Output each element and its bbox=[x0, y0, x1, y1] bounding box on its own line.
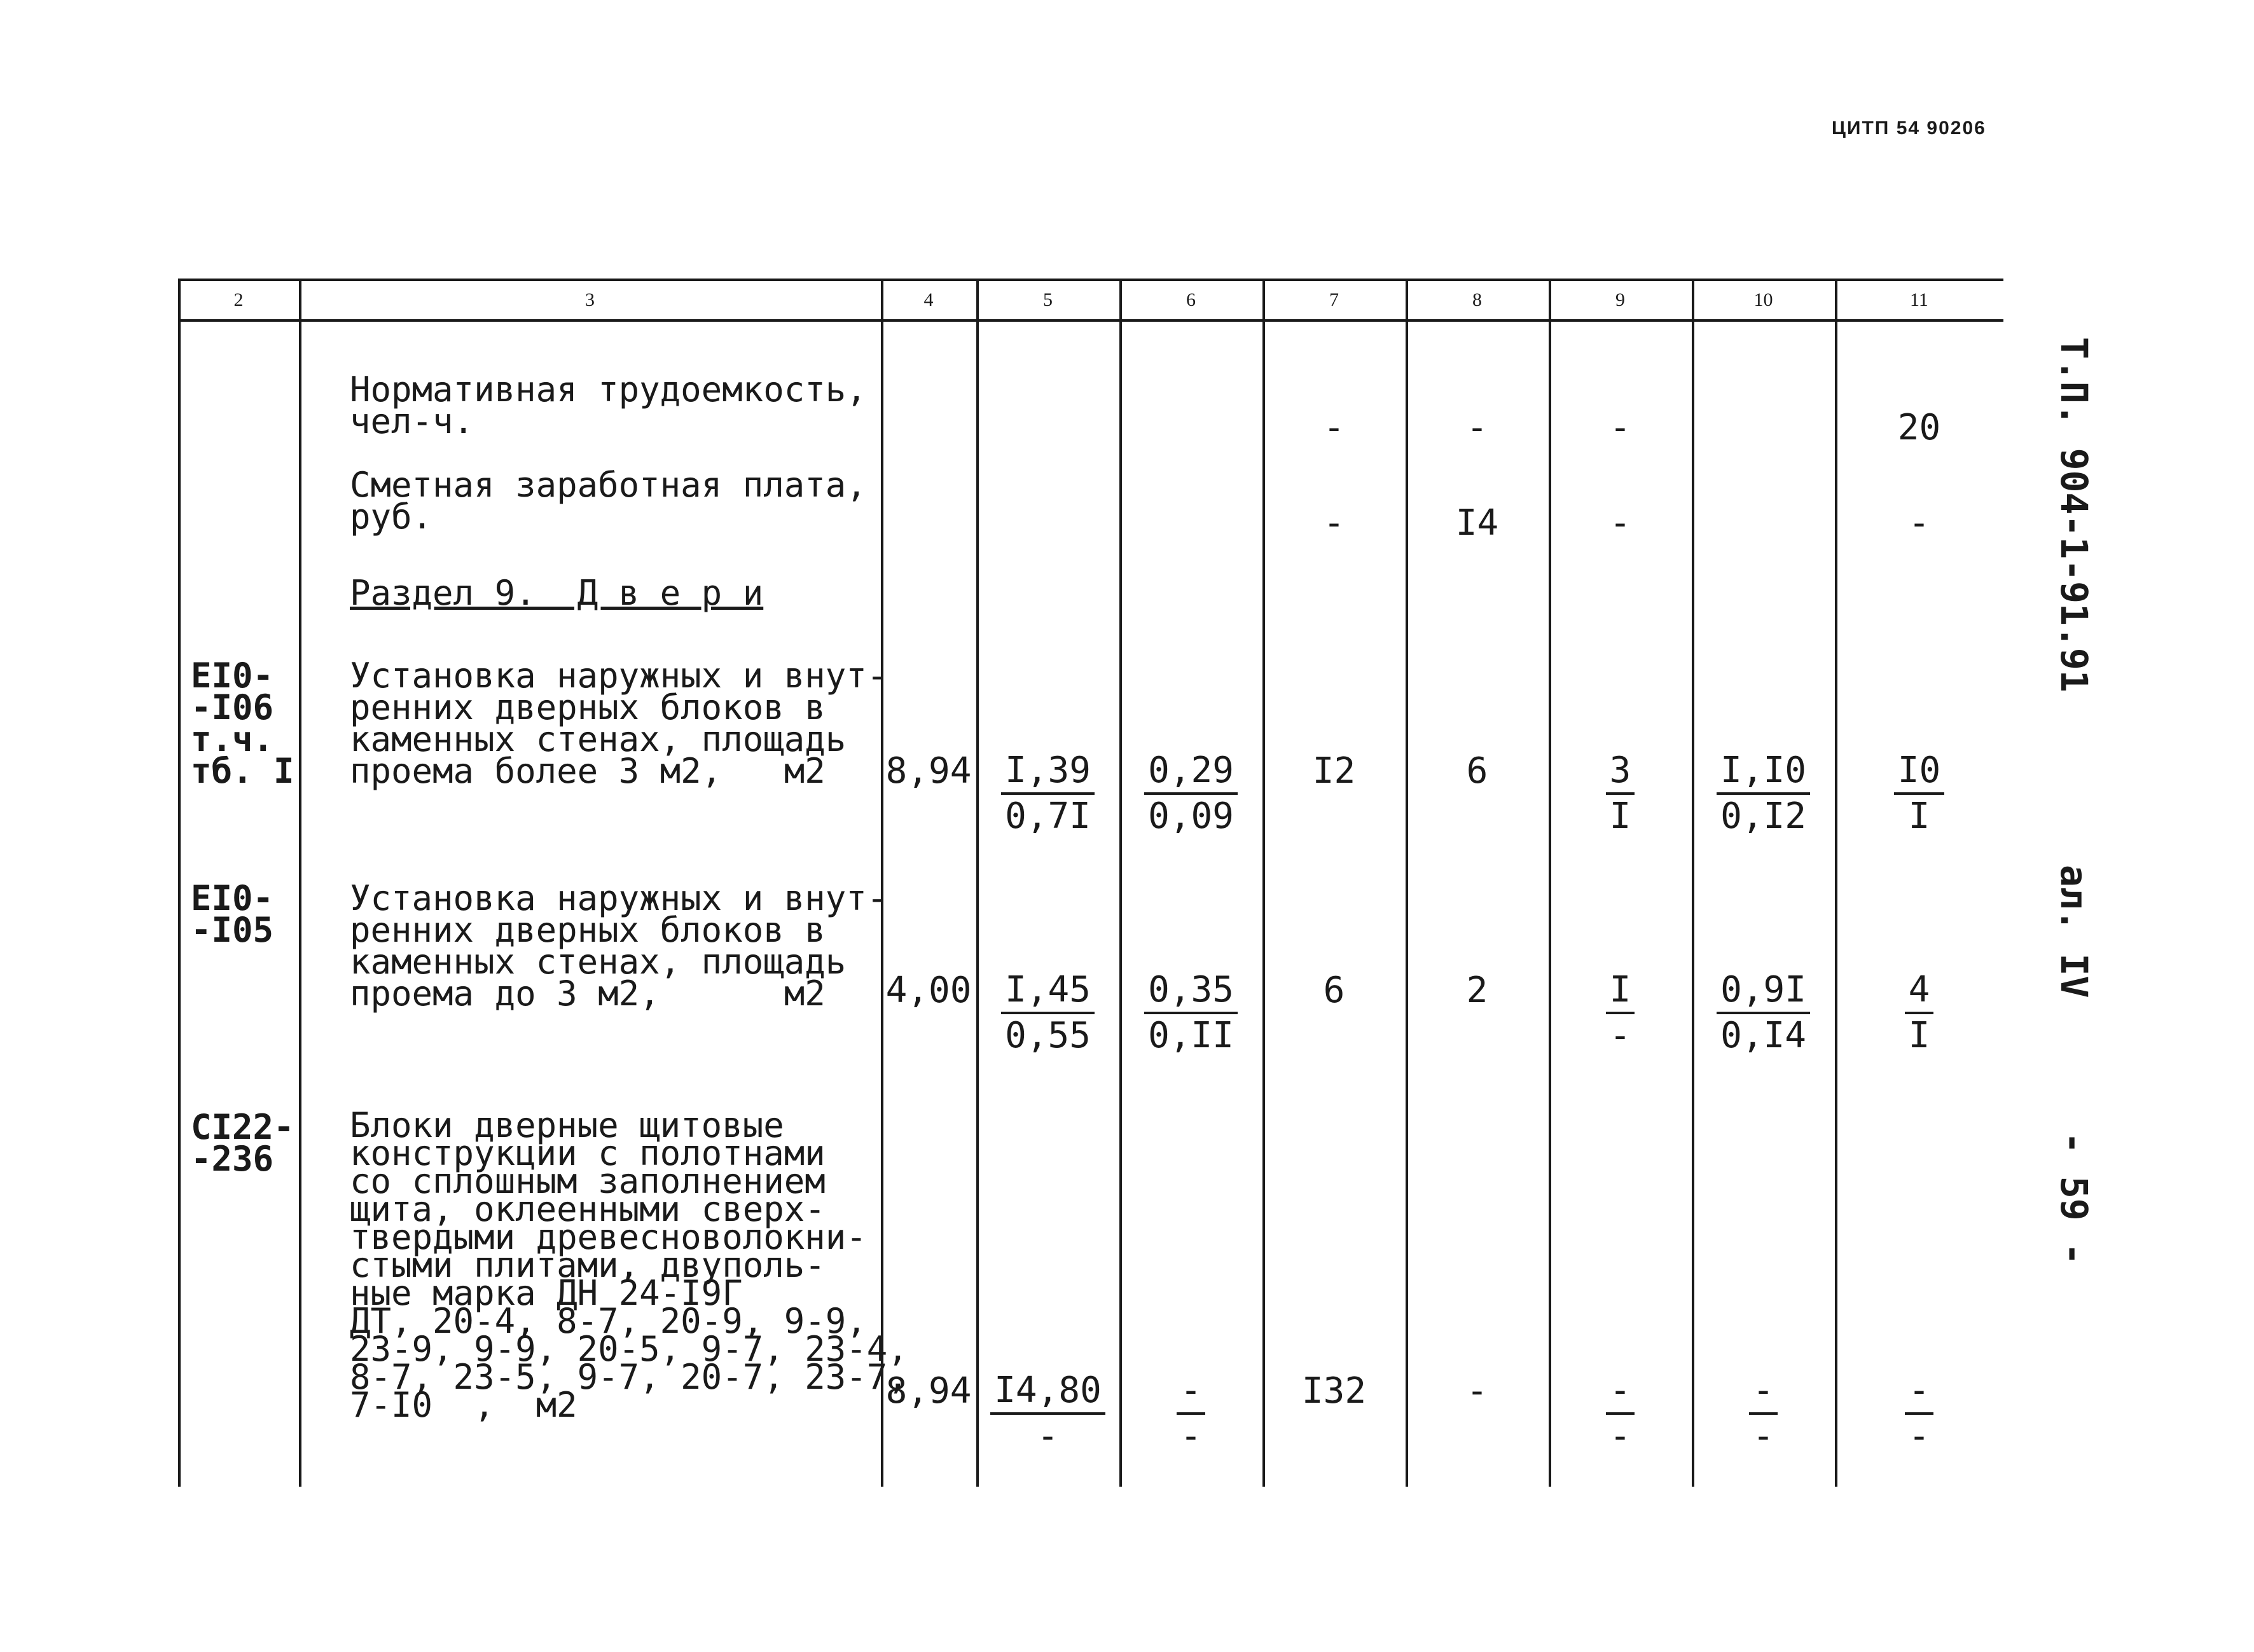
cell-c5: $\frac{I,45}{0,55}$ bbox=[976, 968, 1119, 1057]
cell-c9: - - bbox=[1549, 1369, 1692, 1458]
cell-c11: $\frac{I0}{I}$ bbox=[1835, 749, 2003, 838]
album-label: ал. IV bbox=[2052, 865, 2096, 998]
document-code: Т.П. 904-1-91.91 bbox=[2052, 337, 2096, 692]
cell-c7: 6 bbox=[1323, 970, 1345, 1011]
cell-c7: I32 bbox=[1301, 1370, 1367, 1412]
row-description: Установка наружных и внут- ренних дверных блоков в каменных стенах, площадь проема до 3 м2, м2 bbox=[350, 878, 888, 1014]
cell-c6: $\frac{0,35}{0,II}$ bbox=[1119, 968, 1262, 1057]
col-divider bbox=[976, 279, 979, 1487]
cell-c7: I2 bbox=[1312, 750, 1356, 792]
row-code: EI0- -I06 т.ч. тб. I bbox=[191, 656, 294, 791]
cell-c9: - bbox=[1609, 502, 1631, 544]
row-code: EI0- -I05 bbox=[191, 878, 274, 950]
col-header-9: 9 bbox=[1615, 289, 1625, 310]
col-header-4: 4 bbox=[923, 289, 934, 310]
col-header-11: 11 bbox=[1910, 289, 1928, 310]
estimate-table bbox=[178, 279, 2003, 1487]
row-description: Установка наружных и внут- ренних дверных блоков в каменных стенах, площадь проема более 3 м2, м2 bbox=[350, 656, 888, 791]
col-header-3: 3 bbox=[585, 289, 595, 310]
header-bottom-border bbox=[178, 319, 2003, 322]
cell-c9: $\frac{3}{I}$ bbox=[1549, 749, 1692, 838]
cell-c11: $\frac{4}{I}$ bbox=[1835, 968, 2003, 1057]
col-divider bbox=[1262, 279, 1265, 1487]
cell-c10: $\frac{I,I0}{0,I2}$ bbox=[1692, 749, 1835, 838]
col-divider bbox=[1835, 279, 1837, 1487]
cell-c4: 4,00 bbox=[885, 970, 972, 1011]
col-divider bbox=[1119, 279, 1122, 1487]
cell-c11: - - bbox=[1835, 1369, 2003, 1458]
col-divider bbox=[1549, 279, 1551, 1487]
col-divider bbox=[1406, 279, 1408, 1487]
cell-c9: - bbox=[1609, 407, 1631, 448]
cell-c8: - bbox=[1466, 1370, 1488, 1412]
cell-c6: $\frac{0,29}{0,09}$ bbox=[1119, 749, 1262, 838]
col-header-5: 5 bbox=[1043, 289, 1053, 310]
cell-c5: $\frac{I,39}{0,7I}$ bbox=[976, 749, 1119, 838]
col-header-6: 6 bbox=[1186, 289, 1196, 310]
cell-c8: 2 bbox=[1466, 970, 1488, 1011]
cell-c7: - bbox=[1323, 502, 1345, 544]
cell-c8: - bbox=[1466, 407, 1488, 448]
col-divider bbox=[299, 279, 301, 1487]
page-number: - 59 - bbox=[2052, 1132, 2096, 1265]
section-heading: Раздел 9. Д в е р и bbox=[350, 573, 764, 613]
row-code: CI22- -236 bbox=[191, 1107, 294, 1179]
cell-c11: - bbox=[1908, 502, 1930, 544]
row-description: Блоки дверные щитовые конструкции с полотнами со сплошным заполнением щита, оклеенными сверх- твердыми древесноволокни- стыми плитами, двуполь- ные марка ДН 24-I9Г ДТ, 20-4, 8-7, 20-9, 9-9, 23-9, 9-9, 20-5, 9-7, 23-4, 8-7, 23-5, 9-7, 20-7, 23-7, 7-I0 , м2 bbox=[350, 1105, 908, 1425]
col-header-2: 2 bbox=[233, 289, 244, 310]
cell-c10: - - bbox=[1692, 1369, 1835, 1458]
cell-c10: $\frac{0,9I}{0,I4}$ bbox=[1692, 968, 1835, 1057]
cell-c5: I4,80 - bbox=[976, 1369, 1119, 1458]
col-header-8: 8 bbox=[1472, 289, 1482, 310]
col-divider bbox=[1692, 279, 1694, 1487]
col-header-10: 10 bbox=[1753, 289, 1773, 310]
cell-c9: I - bbox=[1549, 968, 1692, 1057]
document-stamp: ЦИТП 54 90206 bbox=[1832, 118, 1986, 139]
col-header-7: 7 bbox=[1329, 289, 1339, 310]
row-description: Нормативная трудоемкость, чел-ч. bbox=[350, 369, 867, 441]
row-description: Сметная заработная плата, руб. bbox=[350, 465, 867, 537]
cell-c8: I4 bbox=[1455, 502, 1499, 544]
cell-c4: 8,94 bbox=[885, 750, 972, 792]
cell-c4: 8,94 bbox=[885, 1370, 972, 1412]
cell-c8: 6 bbox=[1466, 750, 1488, 792]
cell-c11: 20 bbox=[1897, 407, 1941, 448]
cell-c7: - bbox=[1323, 407, 1345, 448]
cell-c6: - - bbox=[1119, 1369, 1262, 1458]
col-divider bbox=[178, 279, 181, 1487]
